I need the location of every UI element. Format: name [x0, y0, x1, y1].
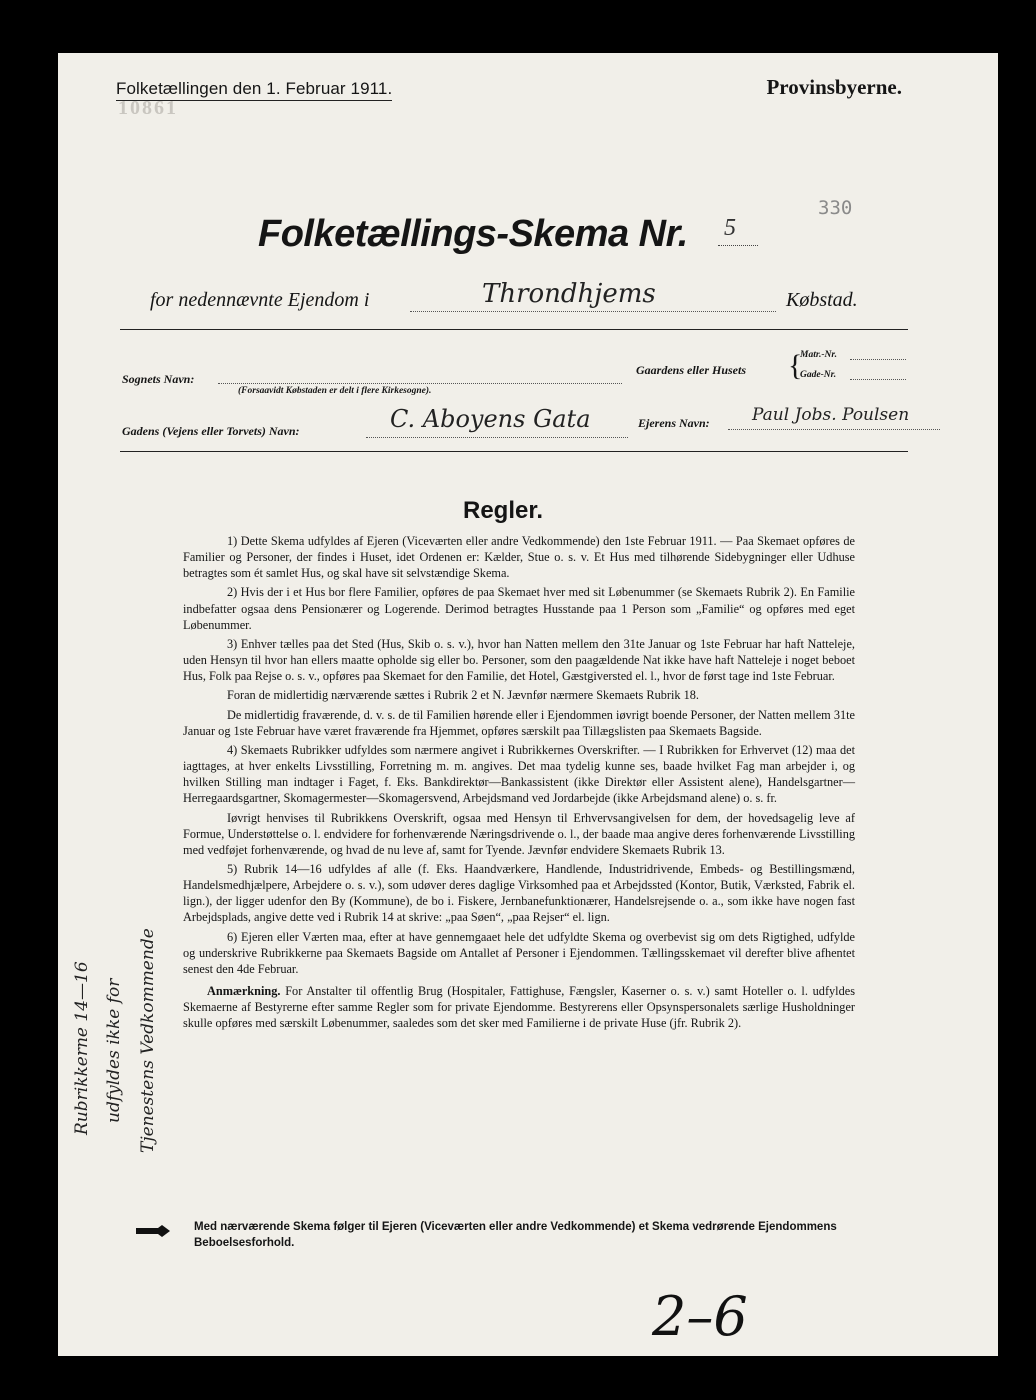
rule-6: 6) Ejeren eller Værten maa, efter at have gennemgaaet hele det udfyldte Skema og overbevist sig om dets Rigtighed, udfylde og underskrive Rubrikkerne paa Skemaets Bagside om Antallet af Personer i Ejendommen. Tællingsskemaet vil derefter blive afhentet senest den 4de Februar.: [183, 929, 855, 976]
matr-label: Matr.-Nr.: [800, 350, 837, 360]
form-number-line: [718, 245, 758, 246]
town-suffix: Købstad.: [786, 289, 858, 311]
gade-field-line: [850, 379, 906, 380]
note-label: Anmærkning.: [207, 984, 281, 999]
rule-3-temporary-absent: De midlertidig fraværende, d. v. s. de til Familien hørende eller i Ejendommen iøvrigt boende Personer, der Natten mellem 31te Januar og 1ste Februar have været fraværende fra Hjemmet, opføres særskilt paa Tillægslisten paa Skemaets Bagside.: [183, 707, 855, 738]
handwritten-mark: 2–6: [652, 1285, 748, 1348]
rule-3: 3) Enhver tælles paa det Sted (Hus, Skib o. s. v.), hvor han Natten mellem den 31te Januar og 1ste Februar har haft Natteleje, uden Hensyn til hvor han ellers maatte opholde sig eller bo. Personer, som den paagældende Nat ikke have haft Natteleje i noget beboet Hus, Folk paa Rejse o. s. v., opføres paa Skemaet for den Familie, det Hotel, Gæstgiversted el. l., hvor de først tage ind 1ste Februar.: [183, 636, 855, 684]
rule-5: 5) Rubrik 14—16 udfyldes af alle (f. Eks. Haandværkere, Handlende, Industridrivende, Embeds- og Bestillingsmænd, Handelsmedhjælpere, Arbejdere o. s. v.), som udøver deres daglige Virksomhed paa et Arbejdssted (Kontor, Butik, Værksted, Fabrik el. lign.), der ligger udenfor den By (Kommune), de bo i. Fiskere, Jernbanefunktionærer, Handelsrejsende o. a., som ikke have nogen fast Arbejdsplads, angive dette ved i Rubrik 14 at skrive: „paa Søen“, „paa Rejser“ el. lign.: [183, 861, 855, 925]
gade-label: Gade-Nr.: [800, 370, 837, 380]
rules-body: [183, 533, 855, 1035]
footer-notice: Med nærværende Skema følger til Ejeren (Viceværten eller andre Vedkommende) et Skema vedrørende Ejendommens Beboelsesforhold.: [194, 1221, 837, 1249]
owner-field-line: [728, 429, 940, 430]
bleed-through-stamp: 10861: [118, 97, 178, 119]
street-handwritten: C. Aboyens Gata: [390, 405, 591, 433]
rule-bottom: [120, 451, 908, 452]
note-paragraph: [183, 983, 855, 1031]
parish-note: (Forsaavidt Købstaden er delt i flere Kirkesogne).: [238, 386, 432, 396]
parish-field-line: [218, 383, 622, 384]
brace: {: [788, 349, 803, 382]
rule-2: 2) Hvis der i et Hus bor flere Familier, opføres de paa Skemaet hver med sit Løbenummer (se Skemaets Rubrik 2). En Familie indbefatter ogsaa dens Pensionærer og Logerende. Derimod betragtes Husstande paa 1 Person som „Familie“ og opføres med eget Løbenummer.: [183, 585, 855, 632]
farm-label: Gaardens eller Husets: [636, 363, 747, 377]
census-title: Folketællingen den 1. Februar 1911.: [116, 79, 392, 101]
pointing-hand-icon: [136, 1225, 170, 1237]
town-handwritten: Throndhjems: [482, 279, 656, 309]
note-text: For Anstalter til offentlig Brug (Hospitaler, Fattighuse, Fængsler, Kaserner o. s. v.) samt Hoteller o. l. udfyldes Skemaerne af Bestyrerne efter samme Regler som for private Ejendomme. Bestyrerens eller Opsynspersonalets særlige Husholdninger skulle opføres med særskilt Løbenummer, saaledes som det sker med Familierne i de private Huse (jfr. Rubrik 2).: [183, 984, 855, 1031]
parish-label: Sognets Navn:: [122, 372, 195, 386]
rule-4: 4) Skemaets Rubrikker udfyldes som nærmere angivet i Rubrikkernes Overskrifter. — I Rubrikken for Erhvervet (12) maa det iagttages, at hver enkelts Livsstilling, Forretning m. m. angives. Det maa tydelig kunne ses, baade hvilket Fag man arbejder i, og hvilken Stilling man indtager i Faget, f. Eks. Bankdirektør—Bankassistent (ikke Direktør eller Assistent alene), Handelsgartner—Herregaardsgartner, Skomagermester—Skomagersvend, Arbejdsmand ved Jordarbejde (ikke Arbejdsmand alene) o. s. fr.: [183, 742, 855, 806]
margin-handwriting-2: udfyldes ikke for: [104, 978, 124, 1123]
street-field-line: [366, 437, 628, 438]
rule-3-temporary-present: Foran de midlertidig nærværende sættes i Rubrik 2 et N. Jævnfør nærmere Skemaets Rubrik 18.: [227, 688, 700, 703]
property-prefix: for nedennævnte Ejendom i: [150, 289, 370, 311]
census-form-page: [58, 53, 998, 1356]
street-label: Gadens (Vejens eller Torvets) Navn:: [122, 424, 300, 438]
matr-field-line: [850, 359, 906, 360]
rules-heading: Regler.: [463, 497, 544, 524]
margin-handwriting-1: Rubrikkerne 14—16: [72, 961, 92, 1135]
form-number-handwritten: 5: [724, 215, 736, 241]
archive-number: 330: [818, 197, 853, 219]
margin-handwriting-3: Tjenestens Vedkommende: [138, 928, 158, 1153]
town-field-line: [410, 311, 776, 312]
region-label: Provinsbyerne.: [766, 75, 902, 99]
owner-handwritten: Paul Jobs. Poulsen: [752, 405, 910, 425]
rule-4-continued: Iøvrigt henvises til Rubrikkens Overskrift, ogsaa med Hensyn til Erhvervsangivelsen for dem, der hovedsagelig leve af Formue, Understøttelse o. l. endvidere for forhenværende Næringsdrivende o. l., der baade maa angive deres forhenværende Livsstilling med vedføjet forhenværende, og hvad de nu leve af, samt for Tyende. Jævnfør endvidere Skemaets Rubrik 13.: [183, 810, 855, 857]
rule-top: [120, 329, 908, 330]
form-title: Folketællings-Skema Nr.: [258, 213, 688, 255]
owner-label: Ejerens Navn:: [638, 416, 710, 430]
rule-1: 1) Dette Skema udfyldes af Ejeren (Viceværten eller andre Vedkommende) den 1ste Februar 1911. — Paa Skemaet opføres de Familier og Personer, der findes i Huset, idet Ordenen er: Kælder, Stue o. s. v. Et Hus med tilhørende Sidebygninger eller Udhuse betragtes som ét samlet Hus, og skal have sit selvstændige Skema.: [183, 534, 855, 581]
